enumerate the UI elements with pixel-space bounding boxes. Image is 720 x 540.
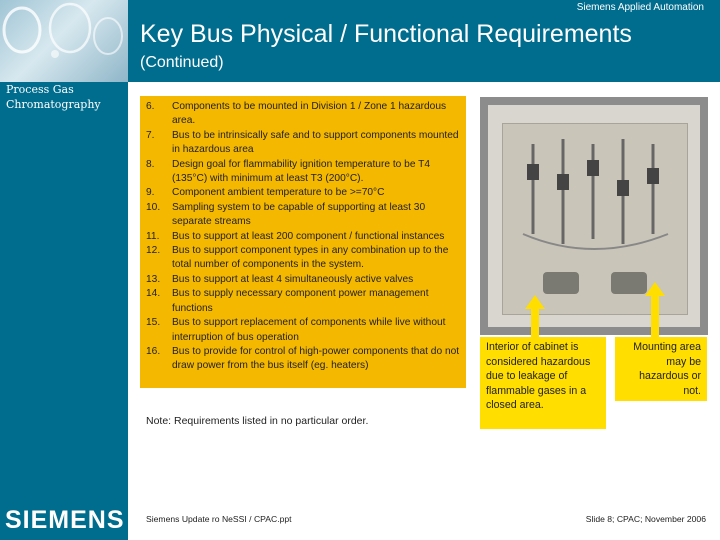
- item-number: 13.: [146, 273, 161, 285]
- item-number: 12.: [146, 245, 161, 257]
- sidebar-label-line1: Process Gas: [6, 83, 74, 96]
- item-text: Bus to support at least 200 component / functional instances: [172, 230, 445, 242]
- callout-arrow-icon: [640, 282, 670, 340]
- list-item: [146, 230, 462, 244]
- interior-callout: [480, 337, 606, 429]
- requirements-note: Note: Requirements listed in no particular order.: [146, 415, 369, 427]
- item-text: Design goal for flammability ignition temperature to be T4 (135°C) with minimum at least T3 (200°C).: [172, 158, 431, 185]
- list-item: [146, 345, 462, 374]
- glass-flask-icon: [0, 0, 128, 82]
- item-number: 9.: [146, 187, 155, 199]
- item-text: Components to be mounted in Division 1 / Zone 1 hazardous area.: [172, 101, 447, 127]
- item-text: Bus to supply necessary component power management functions: [172, 288, 429, 314]
- siemens-logo: SIEMENS: [5, 506, 125, 534]
- requirements-box: [140, 96, 466, 388]
- list-item: [146, 100, 462, 129]
- brand-name: Siemens Applied Automation: [576, 2, 704, 13]
- footer-filename: Siemens Update ro NeSSI / CPAC.ppt: [146, 514, 292, 524]
- slide-title: Key Bus Physical / Functional Requirements: [140, 20, 632, 48]
- item-number: 15.: [146, 317, 161, 329]
- item-text: Bus to provide for control of high-power components that do not draw power from the bus itself (eg. heaters): [172, 345, 460, 372]
- requirements-list: [146, 100, 462, 374]
- cabinet-photo: [480, 97, 708, 335]
- item-number: 11.: [146, 230, 160, 242]
- header-bar: [0, 0, 720, 82]
- item-number: 6.: [146, 101, 155, 112]
- item-number: 10.: [146, 201, 161, 213]
- item-text: Sampling system to be capable of supporting at least 30 separate streams: [172, 201, 426, 228]
- item-text: Bus to support replacement of components while live without interruption of bus operation: [172, 317, 446, 343]
- list-item: [146, 186, 462, 200]
- item-text: Bus to support component types in any combination up to the total number of components in the system.: [172, 245, 449, 271]
- list-item: [146, 273, 462, 287]
- item-number: 7.: [146, 129, 155, 141]
- callout-arrow-icon: [520, 295, 550, 339]
- item-text: Bus to support at least 4 simultaneously active valves: [172, 273, 414, 285]
- item-number: 8.: [146, 158, 155, 170]
- header-image: [0, 0, 128, 82]
- list-item: [146, 158, 462, 187]
- list-item: [146, 201, 462, 230]
- mounting-callout-text: Mounting area may be hazardous or not.: [633, 341, 701, 397]
- list-item: [146, 244, 462, 273]
- item-text: Bus to be intrinsically safe and to support components mounted in hazardous area: [172, 129, 459, 156]
- list-item: [146, 129, 462, 158]
- item-text: Component ambient temperature to be >=70°C: [172, 187, 385, 199]
- sidebar-label-line2: Chromatography: [6, 98, 101, 111]
- slide-subtitle: (Continued): [140, 54, 224, 71]
- interior-callout-text: Interior of cabinet is considered hazardous due to leakage of flammable gases in a closed area.: [486, 341, 591, 412]
- list-item: [146, 287, 462, 316]
- sidebar: [0, 82, 128, 540]
- mounting-callout: [615, 337, 707, 401]
- sidebar-label: [6, 82, 101, 112]
- footer-slide-info: Slide 8; CPAC; November 2006: [585, 514, 706, 524]
- list-item: [146, 316, 462, 345]
- item-number: 16.: [146, 345, 161, 357]
- item-number: 14.: [146, 288, 161, 300]
